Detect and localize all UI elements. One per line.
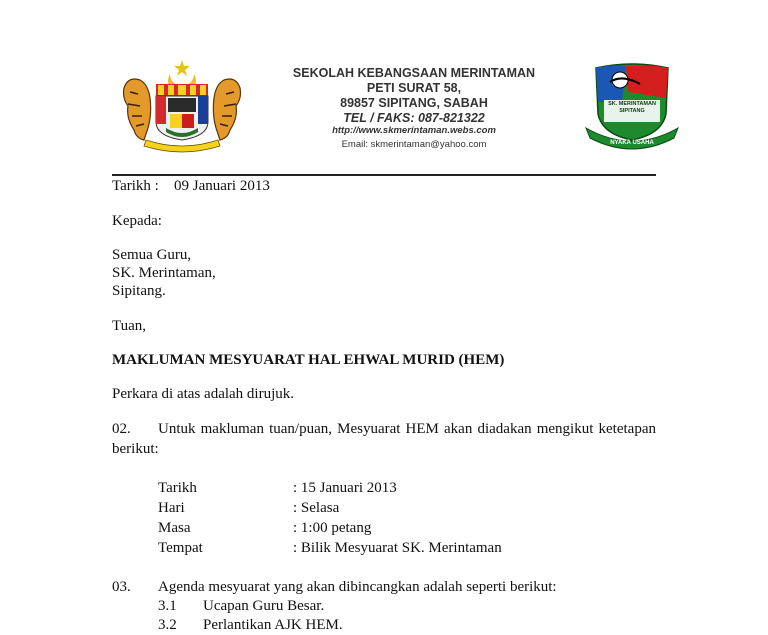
paragraph-number: 02. <box>112 421 131 437</box>
agenda-number: 3.2 <box>158 617 177 633</box>
school-logo-ribbon: NYAKA USAHA <box>610 140 654 146</box>
header-divider <box>112 174 656 176</box>
recipient-line: SK. Merintaman, <box>112 265 216 281</box>
detail-label: Tempat <box>158 540 203 556</box>
paragraph-3-text: Agenda mesyuarat yang akan dibincangkan adalah seperti berikut: <box>158 579 557 595</box>
detail-value: : Selasa <box>293 500 340 516</box>
agenda-item: Ucapan Guru Besar. <box>203 598 325 614</box>
website-link[interactable]: http://www.skmerintaman.webs.com <box>332 125 496 136</box>
detail-label: Tarikh <box>158 480 197 496</box>
paragraph-2-line-2: berikut: <box>112 441 159 457</box>
email-address[interactable]: Email: skmerintaman@yahoo.com <box>341 139 487 150</box>
telephone: TEL / FAKS: 087-821322 <box>343 111 485 125</box>
coat-of-arms-logo <box>118 58 246 154</box>
city-address: 89857 SIPITANG, SABAH <box>340 96 488 110</box>
date-value: 09 Januari 2013 <box>174 178 270 194</box>
school-name: SEKOLAH KEBANGSAAN MERINTAMAN <box>292 66 536 80</box>
paragraph-number: 03. <box>112 579 131 595</box>
intro-paragraph: Perkara di atas adalah dirujuk. <box>112 386 295 402</box>
paragraph-2-line-1: Untuk makluman tuan/puan, Mesyuarat HEM akan diadakan mengikut ketetapan <box>158 421 656 437</box>
date-label: Tarikh : <box>112 178 159 194</box>
to-label: Kepada: <box>112 213 162 229</box>
detail-value: : 15 Januari 2013 <box>293 480 397 496</box>
detail-label: Masa <box>158 520 191 536</box>
detail-value: : 1:00 petang <box>293 520 372 536</box>
school-logo-text: SK. MERINTAMAN SIPITANG <box>608 101 656 114</box>
recipient-line: Semua Guru, <box>112 247 192 263</box>
agenda-number: 3.1 <box>158 598 177 614</box>
detail-label: Hari <box>158 500 185 516</box>
detail-value: : Bilik Mesyuarat SK. Merintaman <box>293 540 502 556</box>
letter-subject: MAKLUMAN MESYUARAT HAL EHWAL MURID (HEM) <box>112 352 505 368</box>
po-box: PETI SURAT 58, <box>366 81 462 95</box>
recipient-line: Sipitang. <box>112 283 166 299</box>
salutation: Tuan, <box>112 318 147 334</box>
agenda-item: Perlantikan AJK HEM. <box>203 617 343 633</box>
